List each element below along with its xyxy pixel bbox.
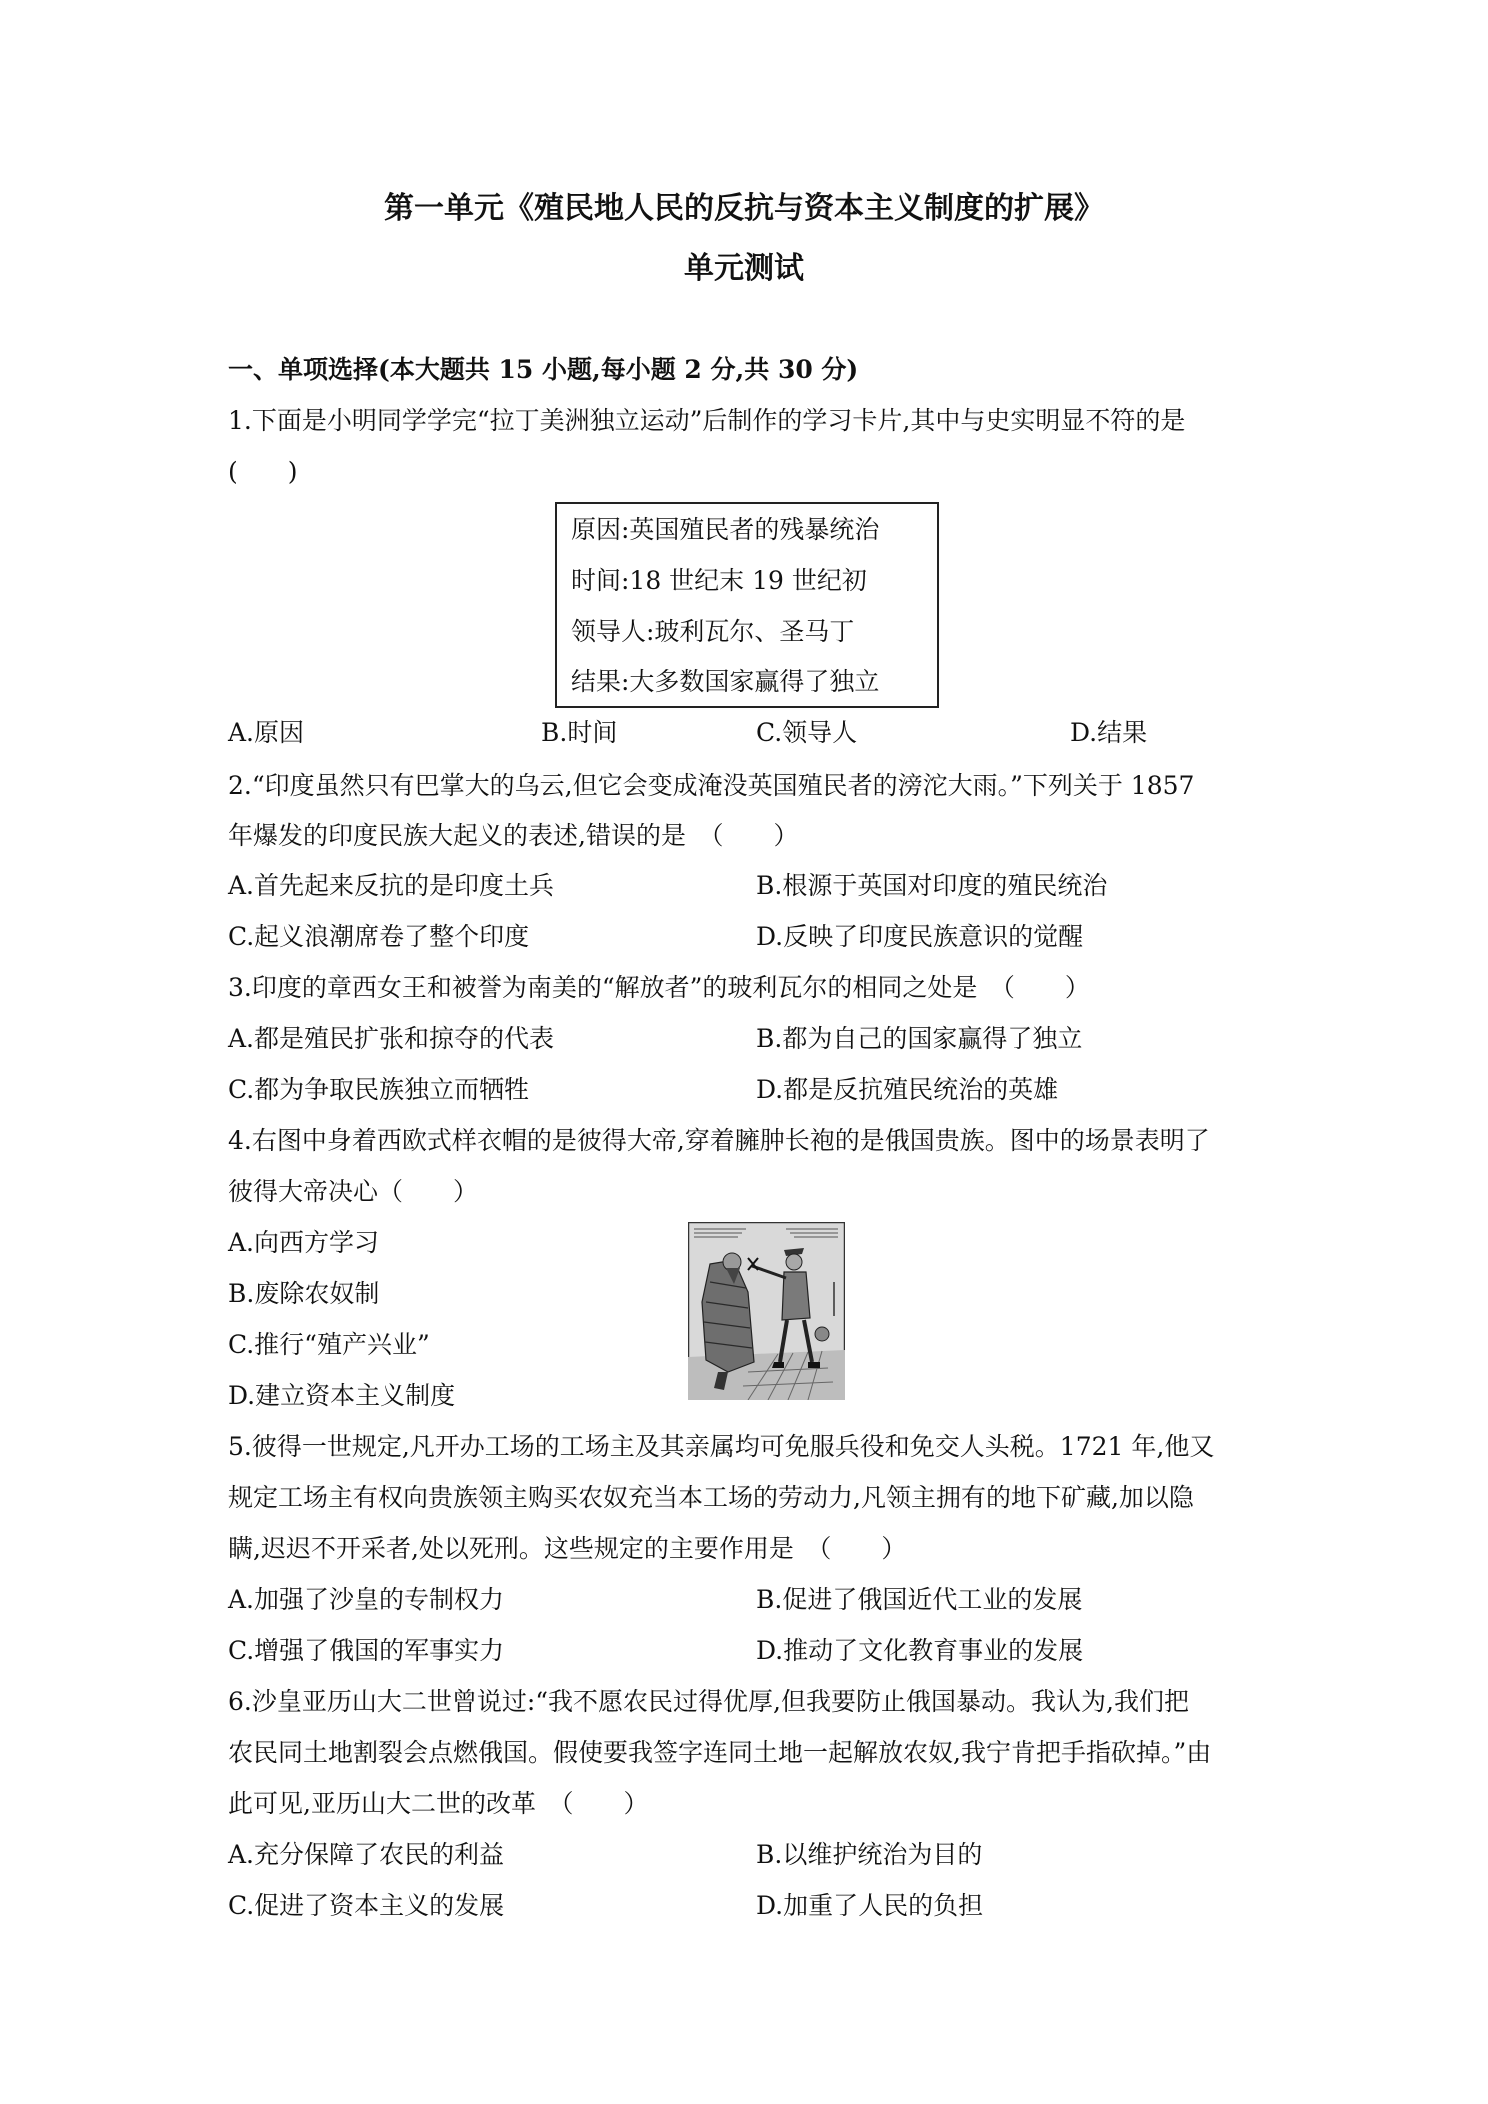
question-2-option-b[interactable]: B.根源于英国对印度的殖民统治 (756, 871, 1108, 900)
question-6-option-c[interactable]: C.促进了资本主义的发展 (228, 1891, 505, 1920)
question-6-stem-line3: 此可见,亚历山大二世的改革 （ ） (228, 1789, 649, 1818)
study-card-line: 原因:英国殖民者的残暴统治 (571, 515, 880, 544)
question-3-option-a[interactable]: A.都是殖民扩张和掠夺的代表 (228, 1024, 555, 1053)
study-card-line: 领导人:玻利瓦尔、圣马丁 (571, 617, 855, 646)
question-4-stem-line1: 4.右图中身着西欧式样衣帽的是彼得大帝,穿着臃肿长袍的是俄国贵族。图中的场景表明了 (228, 1126, 1210, 1155)
question-5-option-b[interactable]: B.促进了俄国近代工业的发展 (756, 1585, 1083, 1614)
question-1-option-a[interactable]: A.原因 (228, 718, 305, 747)
question-4-option-b[interactable]: B.废除农奴制 (228, 1279, 380, 1308)
question-6-stem-line1: 6.沙皇亚历山大二世曾说过:“我不愿农民过得优厚,但我要防止俄国暴动。我认为,我们把 (228, 1687, 1189, 1716)
question-5-stem-line2: 规定工场主有权向贵族领主购买农奴充当本工场的劳动力,凡领主拥有的地下矿藏,加以隐 (228, 1483, 1194, 1512)
question-5-option-d[interactable]: D.推动了文化教育事业的发展 (756, 1636, 1084, 1665)
question-5-option-c[interactable]: C.增强了俄国的军事实力 (228, 1636, 505, 1665)
page-subtitle: 单元测试 (684, 251, 804, 286)
question-2-stem-line1: 2.“印度虽然只有巴掌大的乌云,但它会变成淹没英国殖民者的滂沱大雨。”下列关于 1857 (228, 771, 1195, 800)
question-1-option-d[interactable]: D.结果 (1070, 718, 1148, 747)
question-1-option-b[interactable]: B.时间 (541, 718, 618, 747)
question-4-option-d[interactable]: D.建立资本主义制度 (228, 1381, 456, 1410)
question-3-option-c[interactable]: C.都为争取民族独立而牺牲 (228, 1075, 530, 1104)
question-1-stem-line2: ( ) (228, 457, 298, 486)
question-5-stem-line1: 5.彼得一世规定,凡开办工场的工场主及其亲属均可免服兵役和免交人头税。1721 年,他又 (228, 1432, 1215, 1461)
question-3-option-b[interactable]: B.都为自己的国家赢得了独立 (756, 1024, 1083, 1053)
study-card (555, 502, 939, 708)
question-2-option-c[interactable]: C.起义浪潮席卷了整个印度 (228, 922, 530, 951)
question-4-option-c[interactable]: C.推行“殖产兴业” (228, 1330, 430, 1359)
question-2-option-d[interactable]: D.反映了印度民族意识的觉醒 (756, 922, 1084, 951)
question-6-option-a[interactable]: A.充分保障了农民的利益 (228, 1840, 505, 1869)
question-1-stem-line1: 1.下面是小明同学学完“拉丁美洲独立运动”后制作的学习卡片,其中与史实明显不符的是 (228, 406, 1186, 435)
question-2-option-a[interactable]: A.首先起来反抗的是印度土兵 (228, 871, 555, 900)
question-4-option-a[interactable]: A.向西方学习 (228, 1228, 380, 1257)
peter-cutting-beard-illustration (688, 1222, 845, 1400)
question-5-stem-line3: 瞒,迟迟不开采者,处以死刑。这些规定的主要作用是 （ ） (228, 1534, 907, 1563)
question-6-stem-line2: 农民同土地割裂会点燃俄国。假使要我签字连同土地一起解放农奴,我宁肯把手指砍掉。”由 (228, 1738, 1212, 1767)
page-title: 第一单元《殖民地人民的反抗与资本主义制度的扩展》 (384, 191, 1104, 226)
question-2-stem-line2: 年爆发的印度民族大起义的表述,错误的是 （ ） (228, 821, 799, 850)
question-6-option-b[interactable]: B.以维护统治为目的 (756, 1840, 983, 1869)
section-heading: 一、单项选择(本大题共 15 小题,每小题 2 分,共 30 分) (228, 355, 859, 384)
question-3-stem-line1: 3.印度的章西女王和被誉为南美的“解放者”的玻利瓦尔的相同之处是 （ ） (228, 973, 1090, 1002)
question-3-option-d[interactable]: D.都是反抗殖民统治的英雄 (756, 1075, 1059, 1104)
question-5-option-a[interactable]: A.加强了沙皇的专制权力 (228, 1585, 505, 1614)
study-card-line: 时间:18 世纪末 19 世纪初 (571, 566, 867, 595)
study-card-line: 结果:大多数国家赢得了独立 (571, 667, 880, 696)
question-1-option-c[interactable]: C.领导人 (756, 718, 858, 747)
question-4-stem-line2: 彼得大帝决心（ ） (228, 1177, 479, 1206)
question-6-option-d[interactable]: D.加重了人民的负担 (756, 1891, 984, 1920)
